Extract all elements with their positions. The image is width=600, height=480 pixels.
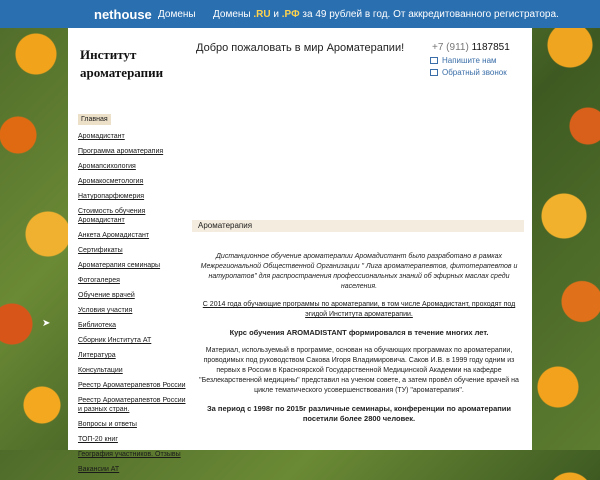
nav-item[interactable]: Стоимость обучения Аромадистант — [78, 208, 146, 224]
intro-paragraph: Дистанционное обучение ароматерапии Аромадистант было разработано в рамках Межрегиональной Общественной Организации " Лига ароматерапевтов, фитотерапевтов и натуропатов" для распространения профессиональных знаний об эфирных маслах среди населения. — [200, 253, 518, 290]
top-promo-bar — [0, 0, 600, 28]
phone-main: 1187851 — [471, 42, 510, 53]
nav-item[interactable]: ТОП-20 книг — [78, 436, 118, 443]
nav-item[interactable]: Библиотека — [78, 322, 117, 329]
envelope-icon — [430, 57, 438, 64]
site-title[interactable]: Институт ароматерапии — [80, 47, 164, 80]
phone-prefix: +7 (911) — [432, 42, 469, 53]
nav-item[interactable]: Ароматерапия семинары — [78, 262, 161, 269]
promo-prefix: Домены — [213, 9, 254, 20]
promo-rf: .РФ — [281, 9, 300, 20]
domains-link[interactable]: Домены — [158, 9, 196, 20]
nav-item[interactable]: Вакансии АТ — [78, 466, 120, 473]
main-card — [68, 28, 532, 473]
phone-icon — [430, 69, 438, 76]
nav-item[interactable]: Главная — [78, 114, 111, 125]
nav-item[interactable]: Программа ароматерапия — [78, 148, 164, 155]
nav-item[interactable]: Сборник Института АТ — [78, 337, 152, 344]
nav-item[interactable]: Аромакосметология — [78, 178, 144, 185]
nethouse-logo[interactable]: nethouse — [94, 7, 152, 22]
mouse-cursor-icon: ➤ — [42, 318, 51, 329]
material-paragraph: Материал, используемый в программе, основан на обучающих программах по ароматерапии, проводимых под руководством Сакова Игоря Владимировича. Саков И.В. в 1999 году одним из первых в России в Красноярской Государственной Медицинской Академии на кафедре "Безлекарственной медицины" представил на ученом совете, а затем провёл обучение врачей на цикле тематического усовершенствования (ТУ) "ароматерапия". — [199, 347, 519, 394]
section-title-bar: Ароматерапия — [192, 220, 524, 232]
nav-item[interactable]: География участников. Отзывы — [78, 451, 181, 458]
write-us-label: Напишите нам — [442, 56, 497, 65]
nav-item[interactable]: Аромапсихология — [78, 163, 136, 170]
main-content — [196, 252, 522, 432]
phone-number — [432, 42, 510, 53]
promo-text[interactable] — [213, 9, 559, 20]
nav-item[interactable]: Условия участия — [78, 307, 133, 314]
nav-item[interactable]: Сертификаты — [78, 247, 123, 254]
nav-item[interactable]: Вопросы и ответы — [78, 421, 137, 428]
nav-item[interactable]: Натуропарфюмерия — [78, 193, 145, 200]
promo-mid: и — [270, 9, 282, 20]
nav-item[interactable]: Литература — [78, 352, 116, 359]
nav-item[interactable]: Реестр Ароматерапевтов России — [78, 382, 186, 389]
history-link[interactable]: С 2014 года обучающие программы по ароматерапии, в том числе Аромадистант, проходят под эгидой Института ароматерапии. — [202, 301, 516, 318]
nav-item[interactable]: Фотогалерея — [78, 277, 120, 284]
nav-item[interactable]: Реестр Ароматерапевтов России и разных стран. — [78, 397, 186, 413]
nav-item[interactable]: Консультации — [78, 367, 123, 374]
nav-item[interactable]: Аромадистант — [78, 133, 125, 140]
write-us-link[interactable] — [430, 56, 497, 65]
sidebar-nav — [78, 108, 190, 480]
promo-suffix: за 49 рублей в год. От аккредитованного регистратора. — [299, 9, 559, 20]
nav-item[interactable]: Анкета Аромадистант — [78, 232, 150, 239]
stats-paragraph: За период с 1998г по 2015г различные семинары, конференции по ароматерапии посетили более 2800 человек. — [206, 404, 512, 423]
promo-ru: .RU — [253, 9, 271, 20]
nav-item[interactable]: Обучение врачей — [78, 292, 135, 299]
course-heading: Курс обучения AROMADISTANT формировался в течение многих лет. — [229, 328, 489, 337]
callback-link[interactable] — [430, 68, 507, 77]
welcome-heading: Добро пожаловать в мир Ароматерапии! — [196, 42, 405, 54]
callback-label: Обратный звонок — [442, 68, 507, 77]
